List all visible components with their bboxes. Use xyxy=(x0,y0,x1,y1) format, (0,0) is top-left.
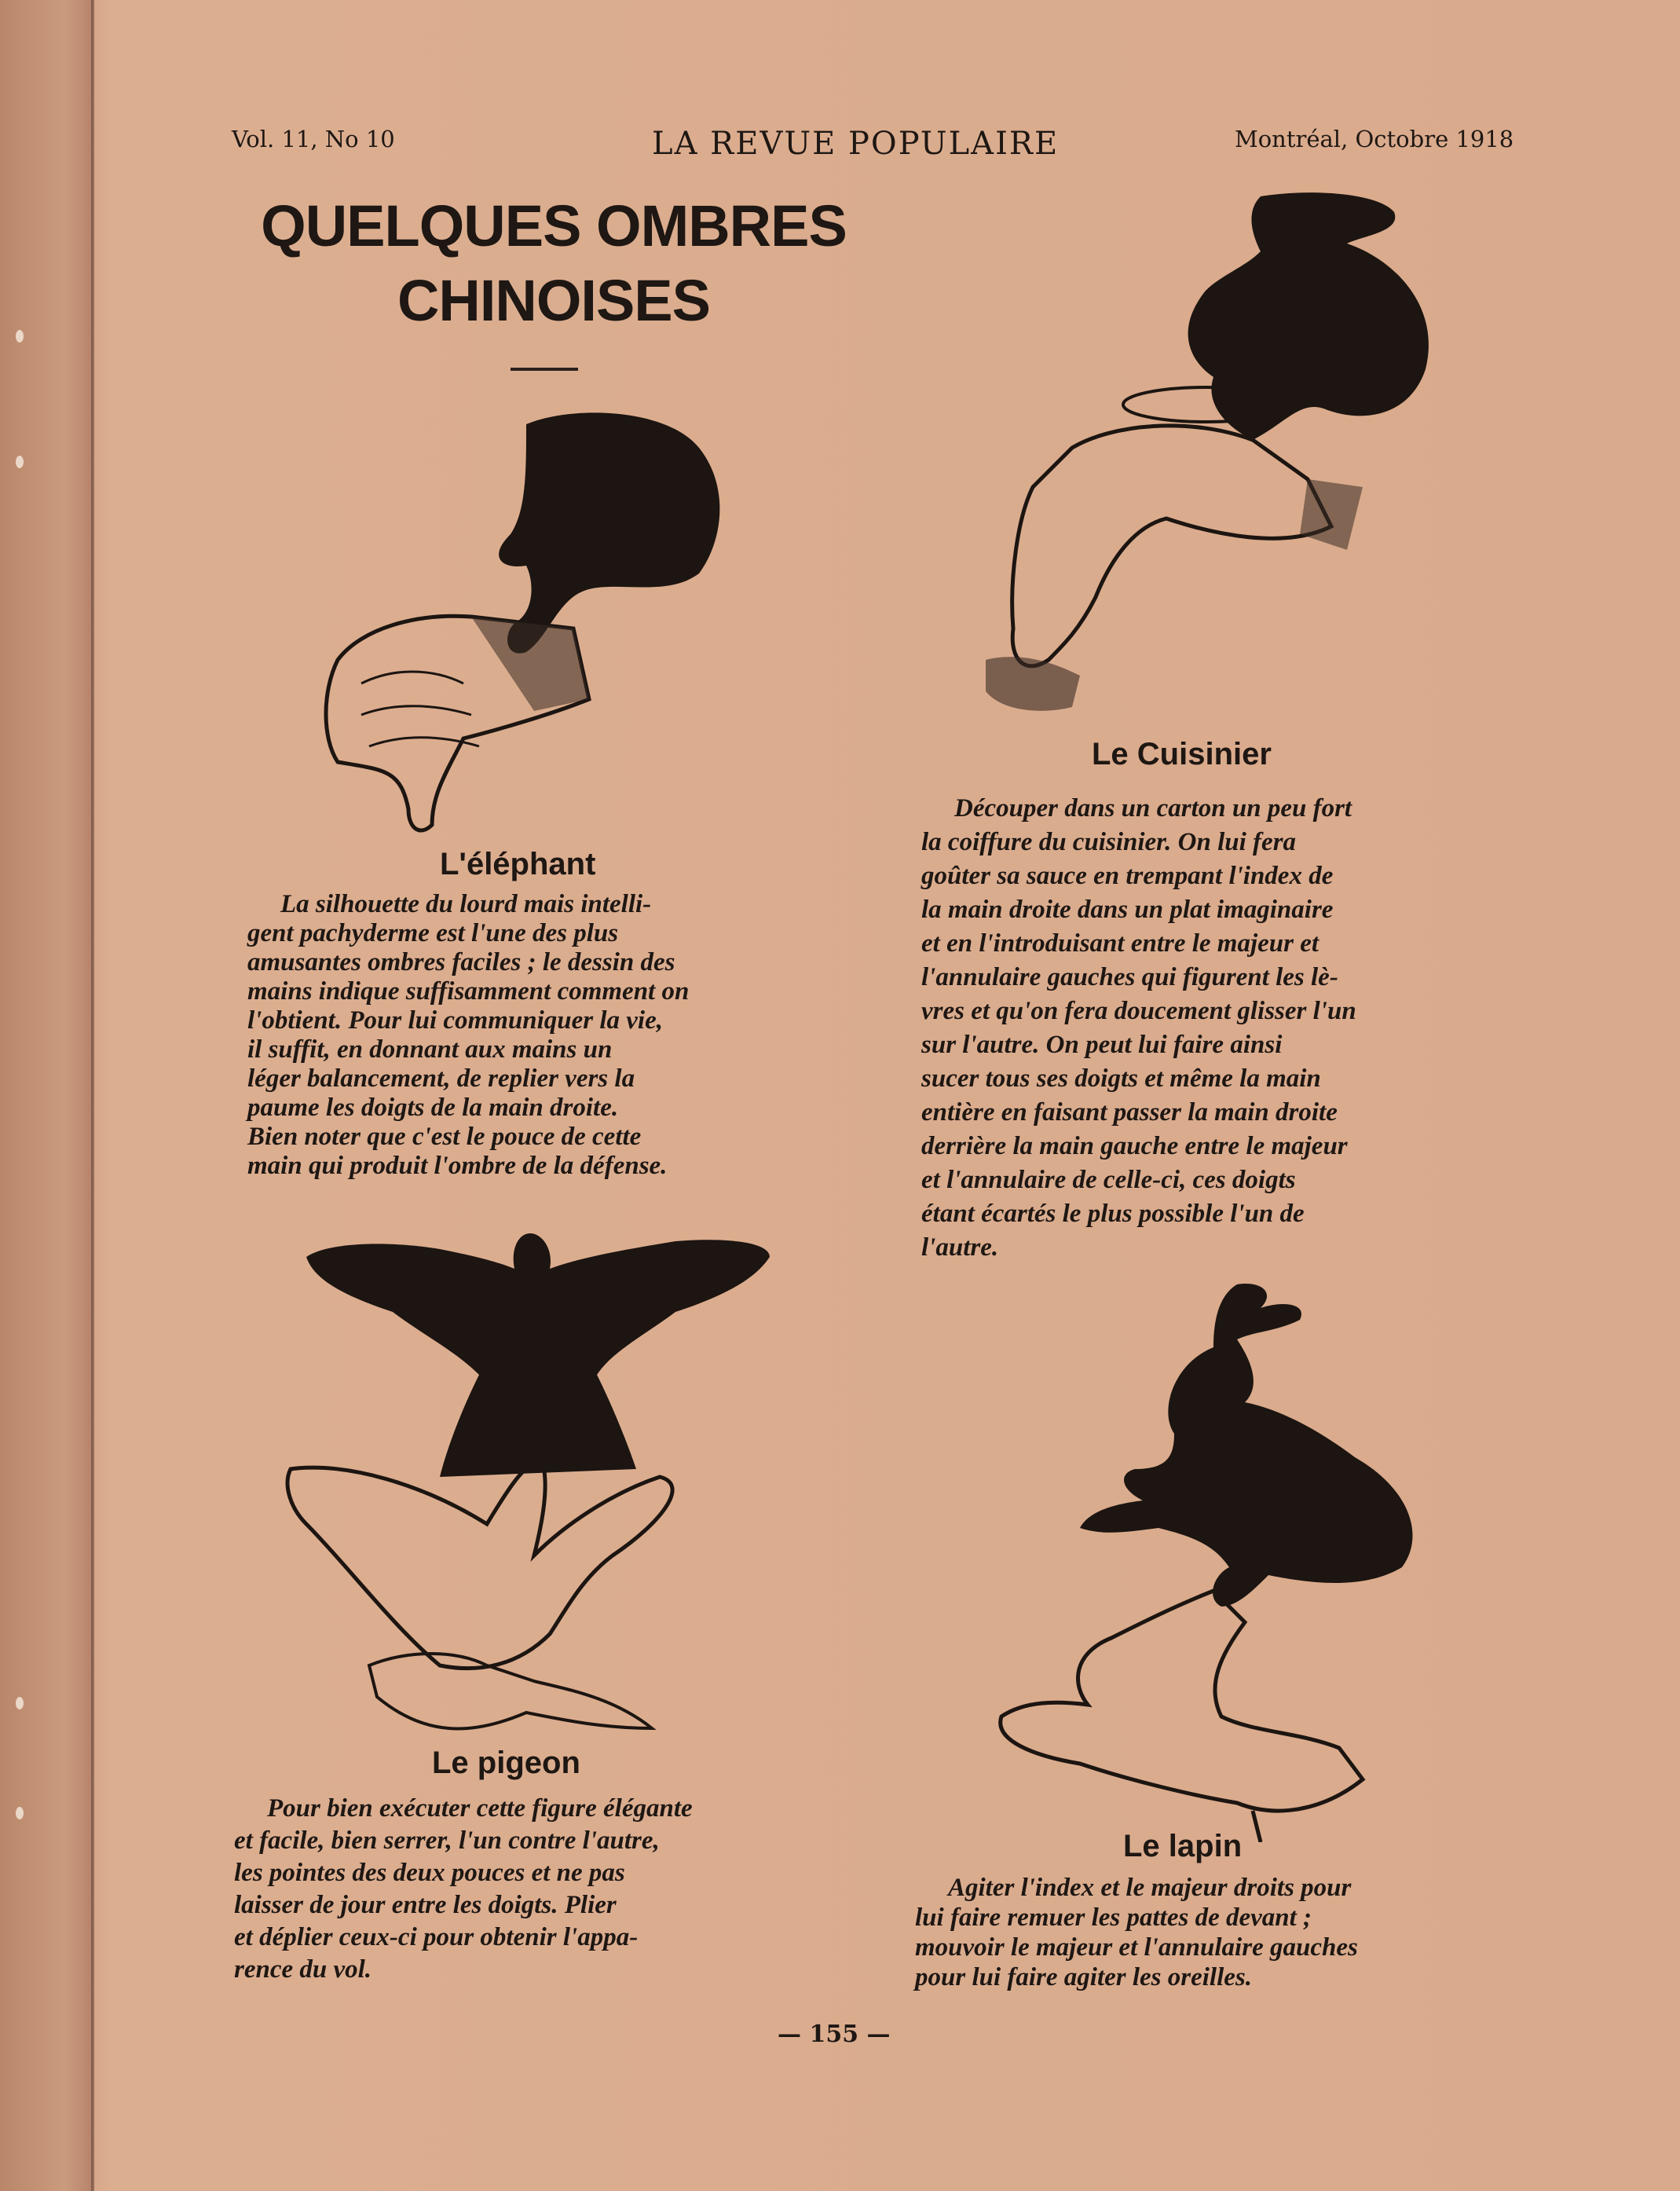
text-line: goûter sa sauce en trempant l'index de xyxy=(921,862,1334,890)
text-line: les pointes des deux pouces et ne pas xyxy=(234,1859,625,1887)
text-line: et en l'introduisant entre le majeur et xyxy=(921,929,1319,958)
text-line: Agiter l'index et le majeur droits pour xyxy=(948,1874,1352,1902)
text-line: paume les doigts de la main droite. xyxy=(247,1094,619,1122)
magazine-title: LA REVUE POPULAIRE xyxy=(652,126,1060,162)
text-line: pour lui faire agiter les oreilles. xyxy=(915,1963,1252,1991)
text-line: main qui produit l'ombre de la défense. xyxy=(247,1152,668,1180)
place-date: Montréal, Octobre 1918 xyxy=(1235,126,1514,152)
text-line: et l'annulaire de celle-ci, ces doigts xyxy=(921,1166,1296,1194)
binding-edge xyxy=(91,0,94,2191)
text-line: mains indique suffisamment comment on xyxy=(247,977,690,1006)
text-line: lui faire remuer les pattes de devant ; xyxy=(915,1903,1312,1932)
text-line: la coiffure du cuisinier. On lui fera xyxy=(921,828,1297,856)
text-line: entière en faisant passer la main droite xyxy=(921,1098,1338,1127)
text-line: la main droite dans un plat imaginaire xyxy=(921,896,1334,924)
binding-hole xyxy=(16,456,24,468)
cuisinier-text xyxy=(921,792,1506,1265)
text-line: amusantes ombres faciles ; le dessin des xyxy=(247,948,675,976)
text-line: Bien noter que c'est le pouce de cette xyxy=(247,1123,642,1151)
text-line: et facile, bien serrer, l'un contre l'autre, xyxy=(234,1826,660,1855)
binding-gutter xyxy=(0,0,93,2191)
pigeon-heading: Le pigeon xyxy=(432,1746,580,1780)
text-line: derrière la main gauche entre le majeur xyxy=(921,1132,1348,1160)
cook-shadow-illustration xyxy=(954,189,1473,723)
text-line: il suffit, en donnant aux mains un xyxy=(247,1035,613,1064)
text-line: Découper dans un carton un peu fort xyxy=(954,794,1352,823)
text-line: laisser de jour entre les doigts. Plier xyxy=(234,1891,617,1919)
text-line: et déplier ceux-ci pour obtenir l'appa- xyxy=(234,1923,639,1951)
text-line: l'annulaire gauches qui figurent les lè- xyxy=(921,963,1338,991)
volume-number: Vol. 11, No 10 xyxy=(232,126,395,152)
text-line: l'obtient. Pour lui communiquer la vie, xyxy=(247,1006,663,1035)
elephant-text xyxy=(247,890,827,1181)
lapin-heading: Le lapin xyxy=(1123,1829,1243,1863)
text-line: l'autre. xyxy=(921,1233,999,1262)
elephant-heading: L'éléphant xyxy=(440,847,596,881)
text-line: mouvoir le majeur et l'annulaire gauches xyxy=(915,1933,1358,1962)
text-line: gent pachyderme est l'une des plus xyxy=(247,919,619,947)
text-line: Pour bien exécuter cette figure élégante xyxy=(267,1794,693,1823)
lapin-text xyxy=(915,1873,1500,1992)
binding-hole xyxy=(16,330,24,343)
cuisinier-heading: Le Cuisinier xyxy=(1092,737,1272,771)
elephant-shadow-illustration xyxy=(291,401,793,841)
article-title-line2: CHINOISES xyxy=(397,268,711,333)
title-divider xyxy=(511,368,578,371)
text-line: rence du vol. xyxy=(234,1955,372,1984)
page-number: — 155 — xyxy=(778,2021,891,2048)
pigeon-shadow-illustration xyxy=(283,1226,785,1744)
text-line: étant écartés le plus possible l'un de xyxy=(921,1200,1305,1228)
text-line: vres et qu'on fera doucement glisser l'un xyxy=(921,997,1356,1025)
rabbit-shadow-illustration xyxy=(986,1277,1457,1842)
binding-hole xyxy=(16,1807,24,1819)
text-line: La silhouette du lourd mais intelli- xyxy=(280,890,652,918)
text-line: sur l'autre. On peut lui faire ainsi xyxy=(921,1031,1283,1059)
text-line: sucer tous ses doigts et même la main xyxy=(921,1064,1321,1093)
text-line: léger balancement, de replier vers la xyxy=(247,1064,635,1093)
pigeon-text xyxy=(234,1793,819,1986)
binding-hole xyxy=(16,1697,24,1709)
article-title-line1: QUELQUES OMBRES xyxy=(261,193,847,258)
